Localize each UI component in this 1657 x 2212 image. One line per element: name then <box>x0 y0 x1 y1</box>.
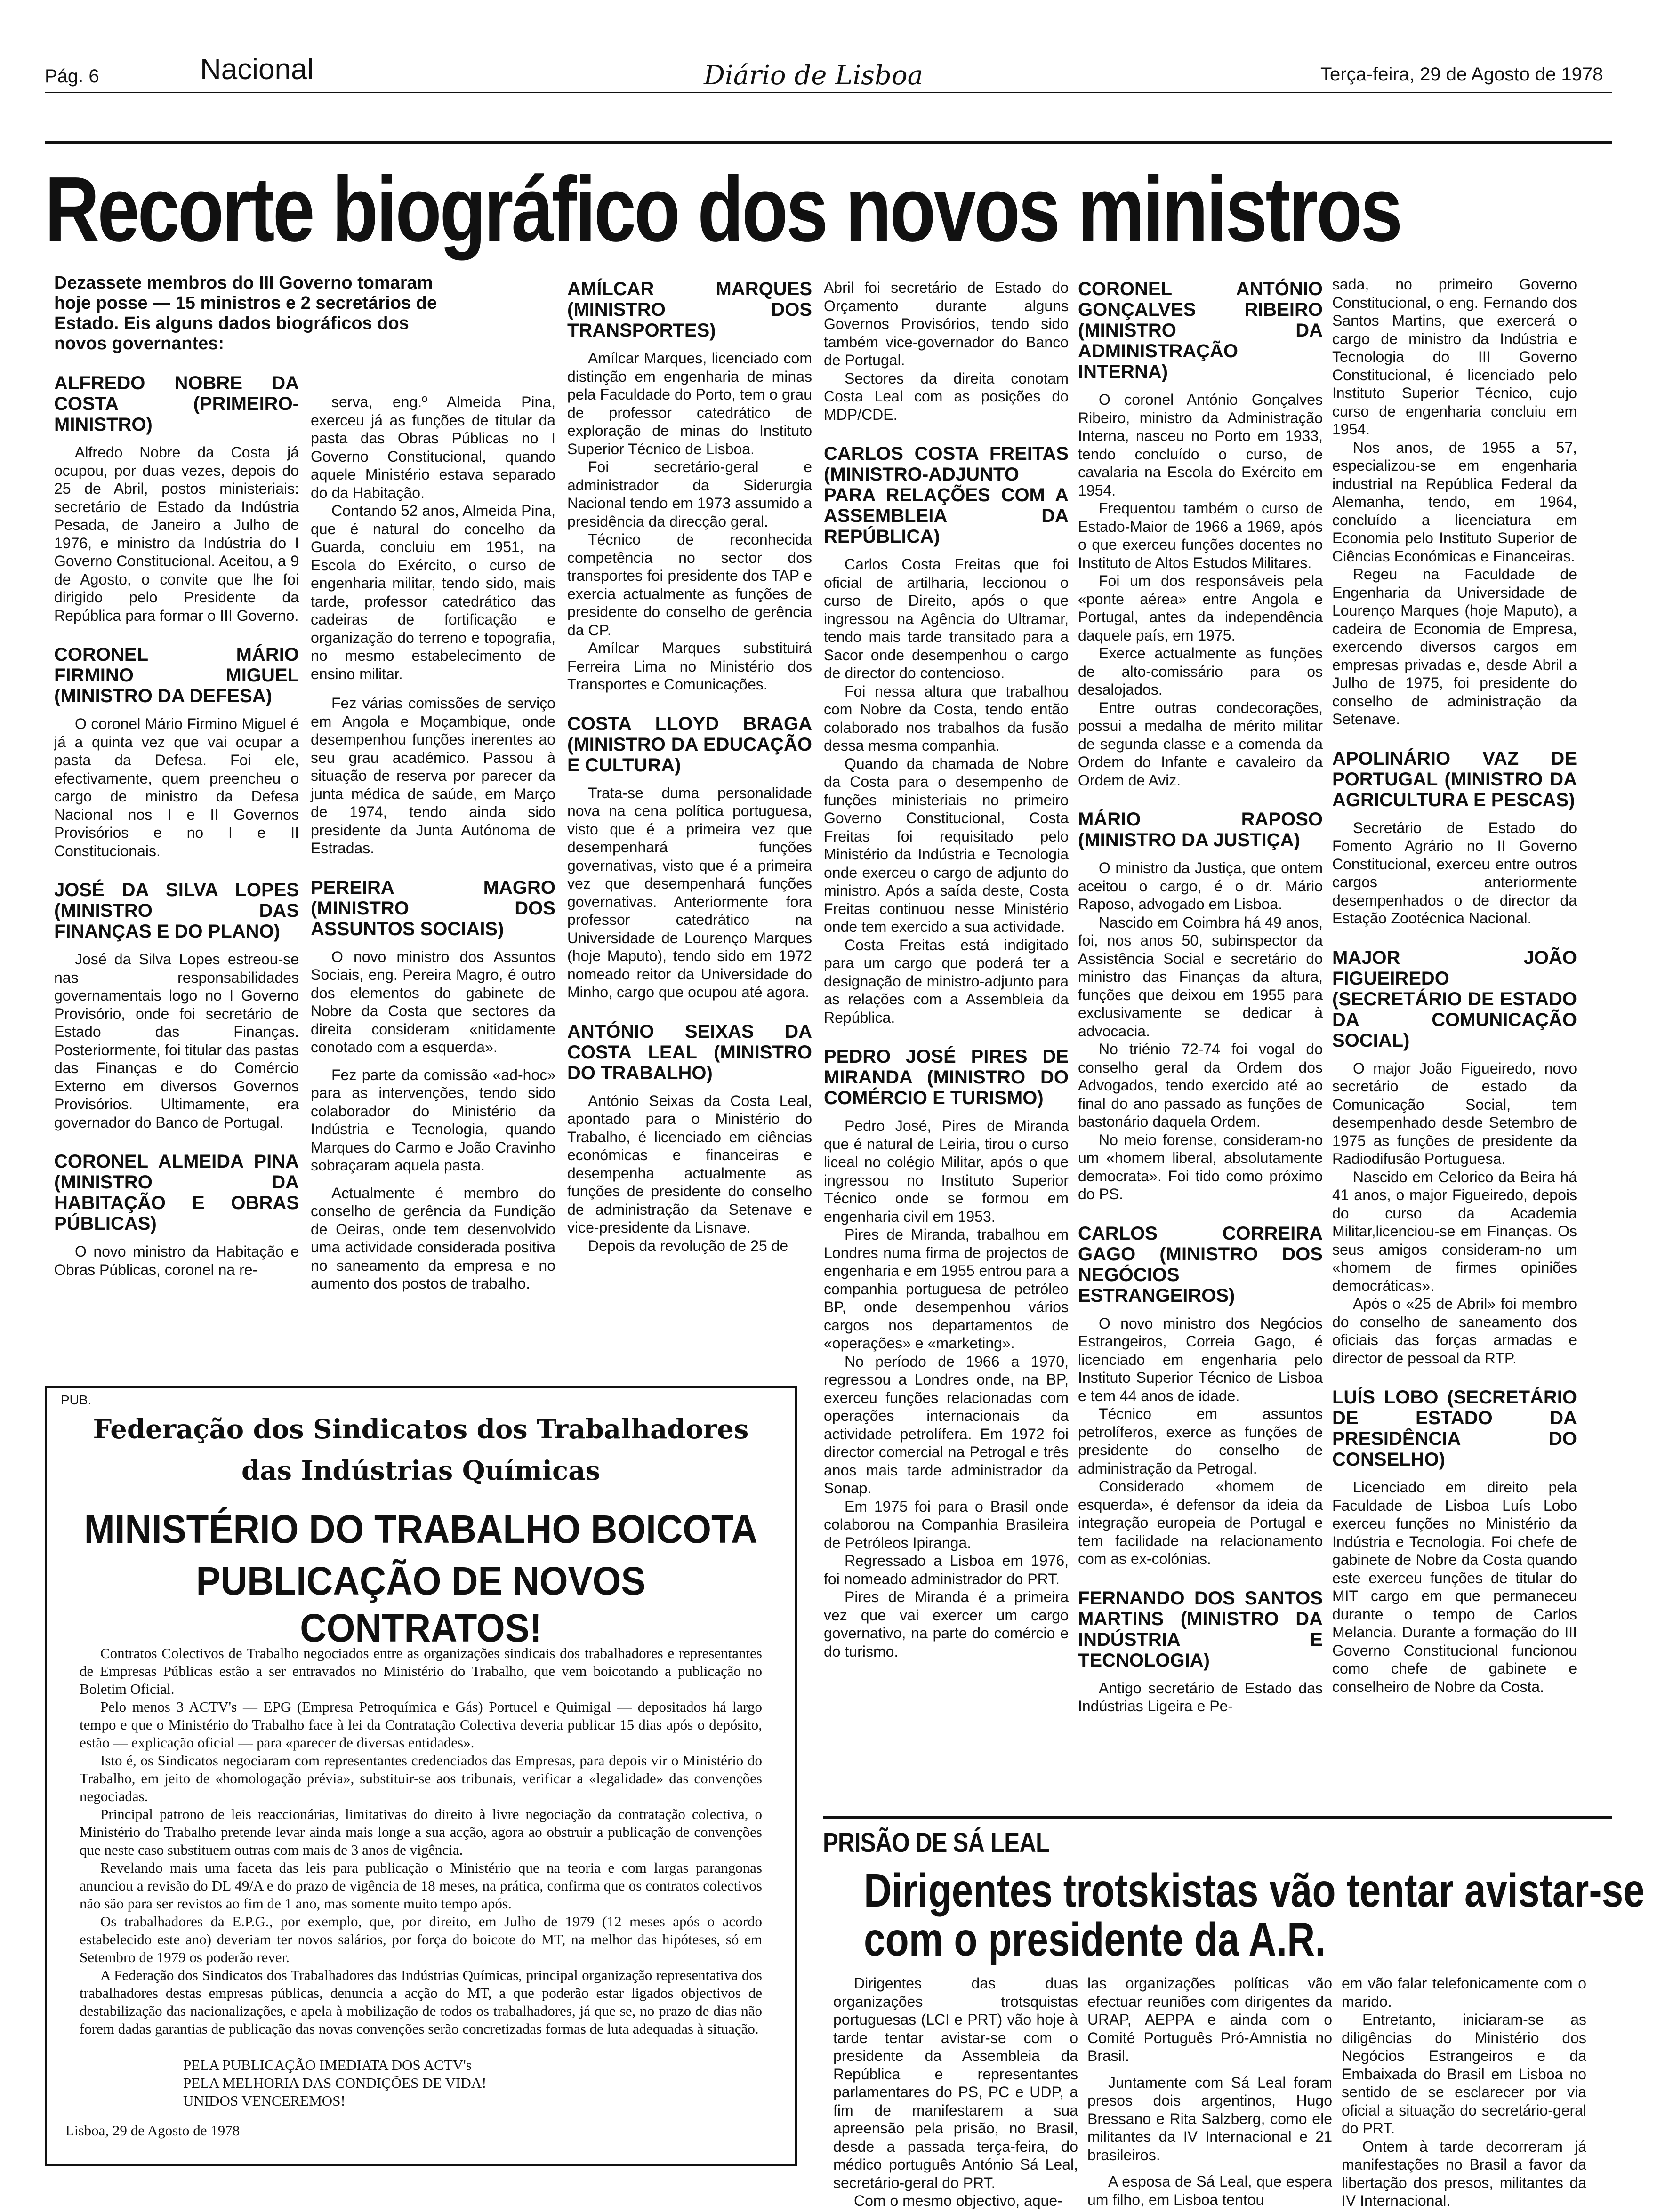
paragraph: Os trabalhadores da E.P.G., por exemplo, que, por direito, em Julho de 1979 (12 meses após o acordo estabelecido este ano) deveriam ter novos salários, por força do boicote do MT, na melhor das hipóteses, só em Setembro de 1979 os poderão rever. <box>80 1913 762 1965</box>
article-pires-miranda <box>824 1046 1069 1660</box>
section-title: MÁRIO RAPOSO (MINISTRO DA JUSTIÇA) <box>1078 809 1323 850</box>
paragraph: serva, eng.º Almeida Pina, exerceu já as funções de titular da pasta das Obras Públicas no I Governo Constitucional, quando aquele Ministério estava separado do da Habitação. <box>311 393 555 501</box>
ad-org-line-1: Federação dos Sindicatos dos Trabalhadores <box>93 1414 749 1445</box>
ad-headline-2: PUBLICAÇÃO DE NOVOS CONTRATOS! <box>196 1559 646 1650</box>
header-rule-thick <box>45 141 1612 144</box>
article-lloyd-braga <box>567 713 812 1002</box>
article-firmino-miguel <box>54 644 299 860</box>
section-title: APOLINÁRIO VAZ DE PORTUGAL (MINISTRO DA AGRICULTURA E PESCAS) <box>1332 748 1577 810</box>
paragraph: Foi secretário-geral e administrador da Siderurgia Nacional tendo em 1973 assumido a presidência da direcção geral. <box>567 458 812 530</box>
paragraph: Nascido em Coimbra há 49 anos, foi, nos anos 50, subinspector da Assistência Social e secretário do ministro das Finanças da altura, funções que deixou em 1955 para exclusivamente se dedicar à advocacia. <box>1078 914 1323 1040</box>
paragraph: Após o «25 de Abril» foi membro do conselho de saneamento dos oficiais das forças armadas e director de pessoal da RTP. <box>1332 1295 1577 1367</box>
section-title: MAJOR JOÃO FIGUEIREDO (SECRETÁRIO DE ESTADO DA COMUNICAÇÃO SOCIAL) <box>1332 947 1577 1051</box>
paragraph: Com o mesmo objectivo, aque- <box>854 2192 1062 2209</box>
paragraph: Ontem à tarde decorreram já manifestações no Brasil a favor da libertação dos presos, militantes da IV Internacional. <box>1342 2138 1586 2209</box>
masthead: Diário de Lisboa <box>704 60 923 91</box>
article-costa-leal <box>567 1021 812 1255</box>
paragraph: A Federação dos Sindicatos dos Trabalhadores das Indústrias Químicas, principal organização representativa dos trabalhadores destas empresas públicas, denuncia a acção do MT, a que poderão estar ligados objectivos de destabilização das nacionalizações, e apela à mobilização de todos os trabalhadores, já que se, no prazo de dias não forem dadas garantias de publicação das novas convenções serão concretizadas formas de luta adequadas à situação. <box>80 1967 762 2037</box>
section-title: FERNANDO DOS SANTOS MARTINS (MINISTRO DA INDÚSTRIA E TECNOLOGIA) <box>1078 1587 1323 1671</box>
paragraph: O novo ministro dos Assuntos Sociais, eng. Pereira Magro, é outro dos elementos do gabinete de Nobre da Costa que sectores da direita consideram «nitidamente conotado com a esquerda». <box>311 948 555 1056</box>
ad-body <box>80 1644 762 2038</box>
advertisement-box <box>45 1386 797 2166</box>
article-nobre-costa <box>54 373 299 625</box>
story-kicker: PRISÃO DE SÁ LEAL <box>823 1827 1050 1858</box>
paragraph: O coronel Mário Firmino Miguel é já a quinta vez que vai ocupar a pasta da Defesa. Foi ele, efectivamente, quem preencheu o cargo de ministro da Defesa Nacional nos I e II Governos Provisórios e no I e II Constitucionais. <box>54 715 299 859</box>
paragraph: Sectores da direita conotam Costa Leal com as posições do MDP/CDE. <box>824 369 1069 423</box>
paragraph: Actualmente é membro do conselho de gerência da Fundição de Oeiras, onde tem desenvolvido uma actividade considerada positiva no saneamento da empresa e no aumento dos postos de trabalho. <box>311 1184 555 1292</box>
article-mario-raposo <box>1078 809 1323 1203</box>
paragraph: Abril foi secretário de Estado do Orçamento durante alguns Governos Provisórios, tendo sido também vice-governador do Banco de Portugal. <box>824 279 1069 369</box>
paragraph: Carlos Costa Freitas que foi oficial de artilharia, leccionou o curso de Direito, após o que ingressou na Agência do Ultramar, tendo mais tarde transitado para a Sacor onde desempenhou o cargo de director do contencioso. <box>824 556 1069 681</box>
article-joao-figueiredo <box>1332 947 1577 1368</box>
article-correia-gago <box>1078 1223 1323 1568</box>
article-silva-lopes <box>54 880 299 1131</box>
paragraph: Foi um dos responsáveis pela «ponte aérea» entre Angola e Portugal, antes da independência daquele país, em 1975. <box>1078 572 1323 644</box>
paragraph: Fez parte da comissão «ad-hoc» para as intervenções, tendo sido colaborador do Ministério da Indústria e Tecnologia, quando Marques do Carmo e João Cravinho sobraçaram aquela pasta. <box>311 1066 555 1174</box>
section-title: PEREIRA MAGRO (MINISTRO DOS ASSUNTOS SOCIAIS) <box>311 877 555 939</box>
section-title: CORONEL MÁRIO FIRMINO MIGUEL (MINISTRO DA DEFESA) <box>54 644 299 706</box>
paragraph: Regressado a Lisboa em 1976, foi nomeado administrador do PRT. <box>824 1552 1069 1587</box>
article-costa-leal-cont <box>824 279 1069 424</box>
paragraph: Pedro José, Pires de Miranda que é natural de Leiria, tirou o curso liceal no colégio Militar, após o que ingressou no Instituto Superior Técnico onde se formou em engenharia civil em 1953. <box>824 1117 1069 1225</box>
issue-date: Terça-feira, 29 de Agosto de 1978 <box>1320 64 1603 85</box>
section-title: ALFREDO NOBRE DA COSTA (PRIMEIRO-MINISTRO) <box>54 373 299 435</box>
paragraph: Quando da chamada de Nobre da Costa para o desempenho de funções ministeriais no primeiro Governo Constitucional, Costa Freitas foi requisitado pelo Ministério da Indústria e Tecnologia onde exerceu o cargo de adjunto do ministro. Após a saída deste, Costa Freitas continuou nesse Ministério onde tem exercido a sua actividade. <box>824 755 1069 935</box>
paragraph: Nascido em Celorico da Beira há 41 anos, o major Figueiredo, depois do curso da Academia Militar,licenciou-se em Finanças. Os seus amigos consideram-no um «homem de firmes opiniões democráticas». <box>1332 1168 1577 1294</box>
paragraph: No meio forense, consideram-no um «homem liberal, absolutamente democrata». Foi tido como próximo do PS. <box>1078 1131 1323 1202</box>
paragraph: Revelando mais uma faceta das leis para publicação o Ministério que na teoria e com largas parangonas anunciou a revisão do DL 49/A e do prazo de vigência de 18 meses, na prática, confirma que os contratos colectivos não são para ser revistos ao fim de 1 ano, mas somente muito tempo após. <box>80 1859 762 1912</box>
paragraph: Regeu na Faculdade de Engenharia da Universidade de Lourenço Marques (hoje Maputo), a cadeira de Economia de Empresa, exercendo diversos cargos em empresas privadas e, desde Abril a Julho de 1975, foi presidente do conselho de administração da Setenave. <box>1332 566 1577 728</box>
ad-signature: Lisboa, 29 de Agosto de 1978 <box>65 2122 240 2139</box>
section-title: COSTA LLOYD BRAGA (MINISTRO DA EDUCAÇÃO E CULTURA) <box>567 713 812 776</box>
paragraph: O novo ministro dos Negócios Estrangeiros, Correia Gago, é licenciado em engenharia pelo Instituto Superior Técnico de Lisboa e tem 44 anos de idade. <box>1078 1314 1323 1404</box>
article-amilcar-marques <box>567 279 812 694</box>
paragraph: Entre outras condecorações, possui a medalha de mérito militar de segunda classe e a comenda da Ordem do Infante e cavaleiro da Ordem de Aviz. <box>1078 699 1323 789</box>
section-title: ANTÓNIO SEIXAS DA COSTA LEAL (MINISTRO DO TRABALHO) <box>567 1021 812 1083</box>
story-headline-line-2: com o presidente da A.R. <box>864 1913 1326 1966</box>
paragraph: Contando 52 anos, Almeida Pina, que é natural do concelho da Guarda, concluiu em 1951, na Escola do Exército, o curso de engenharia militar, tendo sido, mais tarde, professor catedrático das cadeiras de fortificação e organização do terreno e topografia, no mesmo estabelecimento de ensino militar. <box>311 502 555 682</box>
paragraph: No triénio 72-74 foi vogal do conselho geral da Ordem dos Advogados, tendo exercido até ao final do ano passado as funções de bastonário daquela Ordem. <box>1078 1041 1323 1130</box>
section-title: CARLOS CORREIRA GAGO (MINISTRO DOS NEGÓCIOS ESTRANGEIROS) <box>1078 1223 1323 1306</box>
paragraph: Amílcar Marques substituirá Ferreira Lima no Ministério dos Transportes e Comunicações. <box>567 640 812 693</box>
paragraph: Amílcar Marques, licenciado com distinção em engenharia de minas pela Faculdade do Porto, tem o grau de professor catedrático de exploração de minas do Instituto Superior Técnico de Lisboa. <box>567 350 812 457</box>
paragraph: A esposa de Sá Leal, que espera um filho, em Lisboa tentou <box>1087 2173 1332 2208</box>
header-rule-thin <box>45 92 1612 93</box>
slogan: PELA PUBLICAÇÃO IMEDIATA DOS ACTV's <box>183 2057 472 2073</box>
article-costa-freitas <box>824 443 1069 1026</box>
paragraph: sada, no primeiro Governo Constitucional, o eng. Fernando dos Santos Martins, que exercerá o cargo de ministro da Indústria e Tecnologia do III Governo Constitucional, é licenciado pelo Instituto Superior Técnico, cujo curso de engenharia concluiu em 1954. <box>1332 276 1577 438</box>
ad-headline-1: MINISTÉRIO DO TRABALHO BOICOTA <box>84 1507 758 1551</box>
paragraph: Depois da revolução de 25 de <box>588 1237 788 1254</box>
story-column-1 <box>833 1974 1078 2210</box>
paragraph: Pelo menos 3 ACTV's — EPG (Empresa Petroquímica e Gás) Portucel e Quimigal — depositados há largo tempo e que o Ministério do Trabalho face à lei da Contratação Colectiva deveria publicar 15 dias após o depósito, estão — explicação oficial — para «parecer de diversas entidades». <box>80 1699 762 1751</box>
paragraph: Dirigentes das duas organizações trotsquistas portuguesas (LCI e PRT) vão hoje à tarde tentar avistar-se com o presidente da Assembleia da República e representantes parlamentares do PS, PC e UDP, a fim de manifestarem a sua apreensão pela prisão, no Brasil, desde a passada terça-feira, do médico português António Sá Leal, secretário-geral do PRT. <box>833 1975 1078 2191</box>
paragraph: O major João Figueiredo, novo secretário de estado da Comunicação Social, tem desempenhado desde Setembro de 1975 as funções de presidente da Radiodifusão Portuguesa. <box>1332 1059 1577 1167</box>
section-title: CARLOS COSTA FREITAS (MINISTRO-ADJUNTO PARA RELAÇÕES COM A ASSEMBLEIA DA REPÚBLICA) <box>824 443 1069 547</box>
section-title: PEDRO JOSÉ PIRES DE MIRANDA (MINISTRO DO COMÉRCIO E TURISMO) <box>824 1046 1069 1108</box>
story-headline <box>864 1866 1645 1964</box>
column-2 <box>311 393 555 1313</box>
article-almeida-pina-cont <box>311 393 555 858</box>
main-headline: Recorte biográfico dos novos ministros <box>45 158 1401 261</box>
section-title: AMÍLCAR MARQUES (MINISTRO DOS TRANSPORTES) <box>567 279 812 341</box>
paragraph: em vão falar telefonicamente com o marido. <box>1342 1975 1586 2010</box>
paragraph: O novo ministro da Habitação e Obras Públicas, coronel na re- <box>54 1243 299 1278</box>
article-santos-martins-cont <box>1332 275 1577 729</box>
section-title: CORONEL ANTÓNIO GONÇALVES RIBEIRO (MINISTRO DA ADMINISTRAÇÃO INTERNA) <box>1078 279 1323 382</box>
paragraph: Trata-se duma personalidade nova na cena política portuguesa, visto que é a primeira vez que desempenhará funções governativas, visto que é a primeira vez que desempenhará funções governativas. Anteriormente fora professor catedrático na Universidade de Lourenço Marques (hoje Maputo), tendo sido em 1972 nomeado reitor da Universidade do Minho, cargo que ocupou até agora. <box>567 784 812 1001</box>
paragraph: Foi nessa altura que trabalhou com Nobre da Costa, tendo então colaborado nos trabalhos da fusão dessa mesma companhia. <box>824 682 1069 754</box>
paragraph: José da Silva Lopes estreou-se nas responsabilidades governamentais logo no I Governo Provisório, onde foi secretário de Estado das Finanças. Posteriormente, foi titular das pastas das Finanças e do Comércio Externo em diversos Governos Provisórios. Ultimamente, era governador do Banco de Portugal. <box>54 951 299 1131</box>
page-number: Pág. 6 <box>45 66 99 87</box>
article-pereira-magro <box>311 877 555 1293</box>
paragraph: Nos anos, de 1955 a 57, especializou-se em engenharia industrial na República Federal da Alemanha, tendo, em 1964, concluído a licenciatura em Economia pelo Instituto Superior de Ciências Económicas e Financeiras. <box>1332 439 1577 565</box>
paragraph: Alfredo Nobre da Costa já ocupou, por duas vezes, depois do 25 de Abril, postos ministeriais: secretário de Estado da Indústria Pesada, de Janeiro a Julho de 1976, e ministro da Indústria do I Governo Constitucional. Aceitou, a 9 de Agosto, o convite que lhe foi dirigido pelo Presidente da República para formar o III Governo. <box>54 444 299 624</box>
column-4 <box>824 279 1069 1680</box>
section-title: JOSÉ DA SILVA LOPES (MINISTRO DAS FINANÇAS E DO PLANO) <box>54 880 299 942</box>
story-top-rule <box>823 1816 1612 1819</box>
paragraph: Pires de Miranda, trabalhou em Londres numa firma de projectos de engenharia e em 1955 entrou para a companhia portuguesa de petróleo BP, onde desempenhou vários cargos nos departamentos de «operações» e «marketing». <box>824 1226 1069 1352</box>
paragraph: Fez várias comissões de serviço em Angola e Moçambique, onde desempenhou funções inerentes ao seu grau académico. Passou à situação de reserva por parecer da junta médica de saúde, em Março de 1974, tendo ainda sido presidente da Junta Autónoma de Estradas. <box>311 695 555 857</box>
paragraph: No período de 1966 a 1970, regressou a Londres onde, na BP, exerceu funções relacionadas com operações internacionais da actividade petrolífera. Em 1972 foi director comercial na Petrogal e três anos mais tarde administrador da Sonap. <box>824 1353 1069 1497</box>
intro-text: Dezassete membros do III Governo tomaram hoje posse — 15 ministros e 2 secretários de Estado. Eis alguns dados biográficos dos novos governantes: <box>54 273 437 353</box>
paragraph: Exerce actualmente as funções de alto-comissário para os desalojados. <box>1078 645 1323 698</box>
paragraph: Pires de Miranda é a primeira vez que vai exercer um cargo governativo, na parte do comércio e do turismo. <box>824 1588 1069 1660</box>
paragraph: Licenciado em direito pela Faculdade de Lisboa Luís Lobo exerceu funções no Ministério da Indústria e Tecnologia. Foi chefe de gabinete de Nobre da Costa quando este exerceu funções de titular do MIT cargo em que permaneceu durante o tempo de Carlos Melancia. Durante a formação do III Governo Constitucional funcionou como chefe de gabinete e conselheiro de Nobre da Costa. <box>1332 1479 1577 1695</box>
paragraph: António Seixas da Costa Leal, apontado para o Ministério do Trabalho, é licenciado em ciências económicas e financeiras e desempenha actualmente as funções de presidente do conselho de administração da Setenave e vice-presidente da Lisnave. <box>567 1092 812 1236</box>
section-name: Nacional <box>200 53 314 86</box>
paragraph: Contratos Colectivos de Trabalho negociados entre as organizações sindicais dos trabalhadores e representantes de Empresas Públicas estão a ser entravados no Ministério do Trabalho, que vem boicotando a publicação no Boletim Oficial. <box>80 1645 762 1697</box>
slogan: PELA MELHORIA DAS CONDIÇÕES DE VIDA! <box>183 2075 487 2091</box>
paragraph: Em 1975 foi para o Brasil onde colaborou na Companhia Brasileira de Petróleos Ipiranga. <box>824 1498 1069 1551</box>
paragraph: O coronel António Gonçalves Ribeiro, ministro da Administração Interna, nasceu no Porto em 1933, tendo concluído o curso, de cavalaria na Escola do Exército em 1954. <box>1078 391 1323 499</box>
section-title: CORONEL ALMEIDA PINA (MINISTRO DA HABITAÇÃO E OBRAS PÚBLICAS) <box>54 1151 299 1234</box>
story-headline-line-1: Dirigentes trotskistas vão tentar avistar-se <box>864 1864 1645 1917</box>
paragraph: Entretanto, iniciaram-se as diligências do Ministério dos Negócios Estrangeiros e da Embaixada do Brasil em Lisboa no sentido de se esclarecer por via oficial a situação do secretário-geral do PRT. <box>1342 2011 1586 2137</box>
ad-pub-label: PUB. <box>61 1393 92 1407</box>
column-3 <box>567 279 812 1274</box>
paragraph: Juntamente com Sá Leal foram presos dois argentinos, Hugo Bressano e Rita Salzberg, como ele militantes da IV Internacional e 21 brasileiros. <box>1087 2074 1332 2164</box>
paragraph: Isto é, os Sindicatos negociaram com representantes credenciados das Empresas, para depois vir o Ministério do Trabalho, em jeito de «homologação prévia», substituir-se aos tribunais, verificar a «legalidade» das convenções negociadas. <box>80 1752 762 1804</box>
paragraph: Técnico em assuntos petrolíferos, exerce as funções de presidente do conselho de administração da Petrogal. <box>1078 1405 1323 1477</box>
article-almeida-pina <box>54 1151 299 1279</box>
section-title: LUÍS LOBO (SECRETÁRIO DE ESTADO DA PRESIDÊNCIA DO CONSELHO) <box>1332 1387 1577 1470</box>
paragraph: Secretário de Estado do Fomento Agrário no II Governo Constitucional, exerceu entre outros cargos anteriormente desempenhados o de director da Estação Zootécnica Nacional. <box>1332 819 1577 927</box>
article-vaz-portugal <box>1332 748 1577 928</box>
story-column-2 <box>1087 1974 1332 2209</box>
article-goncalves-ribeiro <box>1078 279 1323 789</box>
paragraph: Considerado «homem de esquerda», é defensor da ideia da integração europeia de Portugal e tem facilidade na relacionamento com as ex-colónias. <box>1078 1478 1323 1567</box>
column-5 <box>1078 279 1323 1735</box>
article-luis-lobo <box>1332 1387 1577 1696</box>
column-6 <box>1332 275 1577 1715</box>
story-column-3 <box>1342 1974 1586 2210</box>
ad-slogans <box>183 2056 486 2110</box>
paragraph: Antigo secretário de Estado das Indústrias Ligeira e Pe- <box>1078 1679 1323 1715</box>
article-santos-martins <box>1078 1588 1323 1715</box>
paragraph: Principal patrono de leis reaccionárias, limitativas do direito à livre negociação da contratação colectiva, o Ministério do Trabalho pretende levar ainda mais longe a sua acção, agora ao obstruir a publicação de convenções que neste caso substituem outras com mais de 3 anos de vigência. <box>80 1806 762 1858</box>
paragraph: O ministro da Justiça, que ontem aceitou o cargo, é o dr. Mário Raposo, advogado em Lisboa. <box>1078 859 1323 913</box>
paragraph: Técnico de reconhecida competência no sector dos transportes foi presidente dos TAP e exercia actualmente as funções de presidente do conselho de gerência da CP. <box>567 531 812 639</box>
ad-org-line-2: das Indústrias Químicas <box>241 1455 600 1486</box>
slogan: UNIDOS VENCEREMOS! <box>183 2092 346 2109</box>
paragraph: Frequentou também o curso de Estado-Maior de 1966 a 1969, após o que exerceu funções docentes no Instituto de Altos Estudos Militares. <box>1078 500 1323 571</box>
paragraph: Costa Freitas está indigitado para um cargo que poderá ter a designação de ministro-adjunto para as relações com a Assembleia da República. <box>824 936 1069 1026</box>
paragraph: las organizações políticas vão efectuar reuniões com dirigentes da URAP, AEPPA e ainda com o Comité Português Pró-Amnistia no Brasil. <box>1087 1975 1332 2064</box>
